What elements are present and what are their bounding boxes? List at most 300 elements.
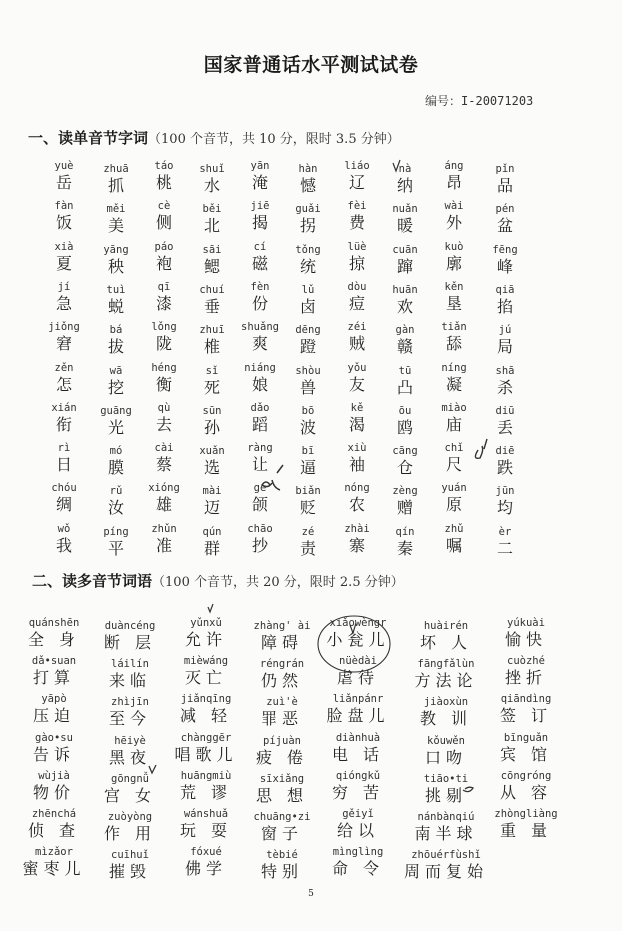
- pinyin: wǒ: [57, 522, 71, 535]
- word-item: [199, 445, 224, 478]
- hanzi: 打算: [32, 668, 76, 688]
- hanzi: 压迫: [32, 706, 76, 726]
- pinyin: áng: [444, 160, 464, 172]
- word-item: [337, 808, 379, 841]
- check-mark: [208, 604, 213, 612]
- word-item: [241, 321, 279, 354]
- word-item: [32, 655, 76, 688]
- hanzi: 淹: [251, 173, 268, 192]
- pinyin: yǒu: [347, 361, 367, 374]
- word-item: [344, 523, 369, 556]
- word-item: [109, 735, 151, 768]
- word-item: [295, 485, 320, 518]
- word-item: [28, 808, 80, 841]
- word-item: [22, 846, 85, 879]
- hanzi: 雄: [155, 495, 173, 515]
- word-item: [295, 324, 320, 357]
- word-item: [392, 284, 417, 317]
- word-item: [155, 241, 174, 274]
- hanzi: 迈: [203, 498, 220, 518]
- pinyin: diē: [495, 445, 515, 458]
- hanzi: 凸: [396, 377, 414, 397]
- word-item: [494, 808, 557, 841]
- pinyin: sǐ: [205, 364, 219, 377]
- hanzi: 小瓮儿: [326, 630, 390, 649]
- pinyin: qī: [157, 280, 171, 293]
- word-item: [349, 402, 365, 435]
- word-item: [505, 655, 547, 688]
- word-item: [56, 523, 72, 556]
- word-item: [199, 163, 224, 196]
- pinyin: dǎo: [250, 401, 270, 414]
- hanzi: 娘: [251, 374, 269, 394]
- pinyin: jūn: [495, 485, 515, 498]
- pinyin: qiāndìng: [500, 693, 552, 706]
- word-item: [348, 241, 367, 274]
- word-item: [344, 482, 369, 515]
- pinyin: chànggēr: [180, 731, 232, 744]
- hanzi: 周而复始: [403, 862, 489, 882]
- word-item: [199, 284, 224, 317]
- hanzi: 允许: [184, 630, 228, 649]
- word-item: [445, 241, 464, 274]
- hanzi: 罪恶: [260, 709, 304, 729]
- word-item: [203, 485, 222, 518]
- word-item: [300, 405, 316, 438]
- pinyin: bá: [109, 324, 123, 337]
- pinyin: chāo: [247, 522, 273, 535]
- hanzi: 跌: [496, 458, 513, 478]
- word-item: [441, 321, 466, 354]
- hanzi: 蹈: [251, 414, 268, 434]
- hanzi: 物价: [32, 782, 76, 802]
- hanzi: 教 训: [419, 709, 473, 729]
- pinyin: quánshēn: [28, 617, 80, 629]
- pinyin: nà: [398, 163, 412, 175]
- pinyin: shòu: [295, 364, 321, 377]
- word-item: [496, 203, 515, 236]
- hanzi: 来临: [108, 671, 152, 691]
- word-item: [180, 770, 232, 803]
- pinyin: píjuàn: [263, 734, 301, 747]
- word-item: [260, 658, 304, 691]
- pinyin: píng: [103, 525, 129, 538]
- word-item: [332, 846, 384, 879]
- hanzi: 至今: [108, 709, 152, 729]
- pinyin: chuāng•zi: [253, 811, 311, 823]
- word-item: [392, 244, 417, 277]
- word-item: [185, 846, 227, 879]
- pinyin: yuè: [54, 160, 74, 172]
- pinyin: chǐ: [444, 442, 464, 455]
- hanzi: 愉快: [504, 630, 548, 649]
- hanzi: 光: [107, 417, 125, 437]
- pinyin: nóng: [344, 482, 370, 495]
- pinyin: cuān: [392, 243, 418, 256]
- section1-note: （100 个音节，共 10 分，限时 3.5 分钟）: [148, 132, 400, 147]
- word-item: [295, 203, 320, 236]
- hanzi: 嘱: [445, 535, 462, 555]
- hanzi: 抓: [107, 176, 125, 195]
- hanzi: 签 订: [499, 706, 553, 726]
- word-item: [156, 402, 172, 435]
- word-item: [108, 445, 124, 478]
- hanzi: 卤: [299, 296, 317, 316]
- word-item: [33, 732, 75, 765]
- hanzi: 方法论: [414, 671, 478, 691]
- word-item: [180, 808, 232, 841]
- hanzi: 赠: [396, 498, 414, 518]
- word-item: [51, 482, 76, 515]
- hanzi: 怎: [55, 374, 72, 394]
- pinyin: diū: [495, 404, 515, 417]
- hanzi: 爽: [251, 334, 268, 354]
- pinyin: táo: [154, 160, 174, 172]
- pinyin: fēng: [492, 243, 518, 256]
- hanzi: 障碍: [260, 633, 303, 652]
- pinyin: xià: [54, 240, 74, 253]
- word-item: [492, 244, 517, 277]
- pinyin: fèi: [347, 200, 367, 213]
- word-item: [300, 445, 316, 478]
- word-item: [56, 442, 72, 475]
- hanzi: 灭亡: [184, 668, 228, 688]
- hanzi: 膜: [107, 458, 125, 478]
- pinyin: zěn: [54, 361, 74, 374]
- hanzi: 份: [251, 293, 268, 313]
- hanzi: 从 容: [499, 782, 553, 802]
- pinyin: fàn: [54, 200, 74, 213]
- pinyin: shuǎng: [241, 321, 279, 334]
- pinyin: fóxué: [190, 846, 222, 859]
- hanzi: 我: [55, 535, 73, 555]
- hanzi: 蹿: [396, 256, 414, 276]
- section1-number: 一、: [28, 129, 59, 147]
- hanzi: 夏: [55, 253, 72, 273]
- pinyin: shā: [495, 364, 515, 377]
- word-item: [500, 770, 552, 803]
- word-item: [33, 770, 75, 803]
- hanzi: 宫 女: [103, 785, 157, 805]
- pinyin: tǒng: [295, 243, 321, 256]
- word-item: [155, 442, 174, 475]
- pinyin: jí: [57, 280, 71, 293]
- pinyin: xióng: [148, 482, 180, 495]
- pinyin: niáng: [244, 361, 276, 374]
- hanzi: 责: [299, 538, 317, 558]
- hanzi: 鸥: [396, 417, 414, 437]
- hanzi: 陇: [155, 334, 173, 354]
- word-item: [48, 321, 80, 354]
- pinyin: xuǎn: [199, 445, 225, 458]
- pinyin: yāpò: [41, 693, 67, 706]
- hanzi: 减 轻: [179, 706, 233, 726]
- word-item: [254, 620, 311, 653]
- pinyin: láilín: [111, 658, 149, 671]
- pinyin: huàirén: [423, 620, 469, 632]
- word-item: [344, 160, 369, 193]
- word-item: [404, 849, 488, 882]
- hanzi: 拔: [107, 337, 125, 357]
- pinyin: cuīhuǐ: [111, 849, 149, 862]
- word-item: [55, 362, 74, 395]
- word-item: [104, 773, 156, 806]
- pinyin: níng: [441, 361, 467, 374]
- pinyin: měi: [106, 203, 126, 216]
- word-item: [295, 365, 320, 398]
- section2-number: 二、: [32, 572, 63, 590]
- word-item: [55, 241, 74, 274]
- word-item: [109, 658, 151, 691]
- word-item: [104, 620, 156, 653]
- word-item: [326, 693, 389, 726]
- pinyin: jiǎnqīng: [180, 693, 232, 706]
- pinyin: yāng: [103, 243, 129, 256]
- hanzi: 抄: [251, 535, 269, 555]
- hanzi: 杀: [496, 377, 513, 397]
- word-item: [348, 442, 367, 475]
- word-item: [300, 284, 316, 317]
- hanzi: 赣: [396, 337, 413, 357]
- word-item: [100, 405, 132, 438]
- hanzi: 昂: [445, 173, 462, 192]
- pinyin: qióngkǔ: [335, 769, 381, 782]
- pinyin: yān: [250, 160, 270, 172]
- pinyin: qín: [395, 525, 415, 538]
- pinyin: gé: [253, 482, 267, 495]
- section1-heading: [28, 127, 400, 148]
- word-item: [33, 693, 75, 726]
- pinyin: wài: [444, 200, 464, 213]
- word-item: [496, 284, 515, 317]
- pinyin: bō: [301, 404, 315, 417]
- pinyin: bīnguǎn: [503, 731, 549, 744]
- pinyin: èr: [498, 525, 512, 538]
- pinyin: zhuā: [103, 163, 129, 175]
- pinyin: zuì'è: [266, 696, 298, 709]
- hanzi: 让: [251, 455, 269, 475]
- word-item: [496, 163, 515, 196]
- hanzi: 欢: [396, 296, 414, 316]
- hanzi: 蜕: [107, 296, 124, 316]
- hanzi: 去: [155, 414, 173, 434]
- pinyin: pén: [495, 203, 515, 216]
- hanzi: 汝: [107, 498, 125, 518]
- pinyin: qù: [157, 401, 171, 414]
- word-item: [252, 482, 268, 515]
- hanzi: 外: [445, 213, 462, 233]
- word-item: [445, 281, 464, 314]
- handwritten-mark: [475, 439, 487, 458]
- pinyin: zhòngliàng: [494, 808, 558, 820]
- pinyin: zhài: [344, 522, 370, 535]
- word-item: [496, 445, 515, 478]
- word-item: [204, 365, 220, 398]
- pinyin: xián: [51, 401, 77, 414]
- hanzi: 袖: [348, 455, 365, 475]
- pinyin: biǎn: [295, 485, 321, 498]
- word-item: [337, 655, 379, 688]
- pinyin: gào•su: [35, 731, 73, 744]
- word-item: [251, 281, 270, 314]
- hanzi: 垂: [203, 296, 221, 316]
- word-item: [496, 405, 515, 438]
- word-item: [148, 482, 180, 515]
- word-item: [295, 244, 320, 277]
- pinyin: wùjià: [38, 769, 70, 782]
- word-item: [256, 773, 308, 806]
- pinyin: gōngnǚ: [111, 772, 149, 785]
- pinyin: zhēnchá: [31, 808, 77, 820]
- pinyin: mài: [202, 485, 222, 498]
- hanzi: 绸: [55, 495, 73, 515]
- word-item: [156, 200, 172, 233]
- pinyin: sūn: [202, 404, 222, 417]
- pinyin: cí: [253, 240, 267, 253]
- word-item: [184, 655, 228, 688]
- word-item: [348, 362, 367, 395]
- hanzi: 日: [55, 455, 73, 475]
- hanzi: 北: [203, 216, 220, 236]
- paper-code: [425, 92, 533, 109]
- pinyin: zèng: [392, 485, 418, 498]
- hanzi: 荒 谬: [179, 782, 233, 802]
- hanzi: 逼: [299, 458, 317, 478]
- hanzi: 贼: [348, 334, 365, 354]
- pinyin: réngrán: [259, 658, 305, 671]
- hanzi: 宾 馆: [499, 744, 553, 764]
- word-item: [348, 281, 367, 314]
- word-item: [251, 160, 270, 193]
- pinyin: kě: [350, 401, 364, 414]
- pinyin: fèn: [250, 280, 270, 293]
- pinyin: wā: [109, 364, 123, 377]
- word-item: [397, 163, 413, 196]
- pinyin: gàn: [395, 324, 415, 337]
- word-item: [247, 523, 272, 556]
- word-item: [107, 284, 126, 317]
- hanzi: 鳃: [203, 256, 220, 276]
- pinyin: dǎ•suan: [31, 655, 77, 668]
- pinyin: zhǔ: [444, 522, 464, 535]
- word-item: [28, 617, 80, 650]
- pinyin: tiǎn: [441, 321, 467, 334]
- pinyin: zhìjīn: [111, 696, 149, 709]
- word-item: [445, 442, 464, 475]
- word-item: [203, 405, 222, 438]
- hanzi: 疲 倦: [255, 747, 309, 767]
- hanzi: 磁: [251, 253, 269, 273]
- pinyin: sāi: [202, 243, 222, 256]
- hanzi: 庙: [445, 414, 463, 434]
- hanzi: 局: [496, 337, 514, 357]
- word-item: [155, 160, 174, 193]
- section1-title: 读单音节字词: [58, 129, 149, 147]
- pinyin: miào: [441, 401, 467, 414]
- hanzi: 舔: [445, 334, 463, 354]
- pinyin: zuòyòng: [107, 811, 153, 823]
- word-item: [299, 163, 318, 196]
- word-item: [55, 160, 74, 193]
- pinyin: zhǔn: [151, 522, 177, 535]
- hanzi: 掠: [348, 253, 365, 273]
- hanzi: 特别: [260, 862, 304, 882]
- pinyin: yuán: [441, 482, 467, 495]
- word-item: [247, 442, 272, 475]
- word-item: [392, 445, 417, 478]
- pinyin: rǔ: [109, 485, 123, 498]
- hanzi: 衔: [55, 414, 73, 434]
- hanzi: 丢: [496, 417, 513, 437]
- word-item: [251, 200, 270, 233]
- word-item: [500, 693, 552, 726]
- word-item: [185, 617, 227, 650]
- pinyin: mìnglìng: [332, 846, 384, 859]
- hanzi: 秦: [396, 538, 413, 558]
- word-item: [348, 200, 367, 233]
- pinyin: cài: [154, 442, 174, 455]
- page-title: 国家普通话水平测试试卷: [203, 54, 419, 76]
- hanzi: 费: [348, 213, 365, 233]
- pinyin: huān: [392, 283, 418, 296]
- pinyin: liáo: [344, 160, 370, 172]
- hanzi: 桃: [155, 173, 172, 192]
- pinyin: ōu: [398, 404, 412, 417]
- word-item: [496, 485, 515, 518]
- pinyin: běi: [202, 203, 222, 216]
- hanzi: 拐: [299, 216, 317, 236]
- pinyin: lǒng: [151, 321, 177, 334]
- pinyin: qiā: [495, 283, 515, 296]
- word-item: [244, 362, 276, 395]
- pinyin: tèbié: [266, 849, 298, 862]
- word-item: [505, 617, 547, 650]
- word-item: [397, 405, 413, 438]
- word-item: [251, 402, 270, 435]
- word-item: [420, 620, 472, 653]
- word-item: [109, 696, 151, 729]
- hanzi: 秧: [107, 256, 125, 276]
- hanzi: 选: [203, 458, 221, 478]
- hanzi: 痘: [348, 293, 365, 313]
- paper-code-label: 编号：: [425, 94, 462, 108]
- word-item: [414, 658, 477, 691]
- word-item: [445, 523, 464, 556]
- hanzi: 挖: [107, 377, 125, 397]
- hanzi: 廓: [445, 253, 462, 273]
- pinyin: mìzǎor: [35, 846, 73, 859]
- pinyin: páo: [154, 240, 174, 253]
- pinyin: kěn: [444, 280, 464, 293]
- hanzi: 饭: [55, 213, 72, 233]
- word-item: [109, 849, 151, 882]
- hanzi: 蔡: [155, 455, 172, 475]
- pinyin: guǎi: [295, 203, 321, 216]
- word-item: [108, 365, 124, 398]
- hanzi: 兽: [299, 377, 317, 397]
- word-item: [441, 482, 466, 515]
- pinyin: mièwáng: [183, 655, 229, 668]
- pinyin: tū: [398, 364, 412, 377]
- pinyin: liǎnpánr: [332, 693, 384, 706]
- word-item: [496, 365, 515, 398]
- pinyin: sīxiǎng: [259, 772, 305, 785]
- word-item: [497, 526, 513, 559]
- word-item: [151, 362, 176, 395]
- word-item: [104, 811, 156, 844]
- hanzi: 农: [348, 495, 366, 515]
- hanzi: 均: [496, 498, 513, 518]
